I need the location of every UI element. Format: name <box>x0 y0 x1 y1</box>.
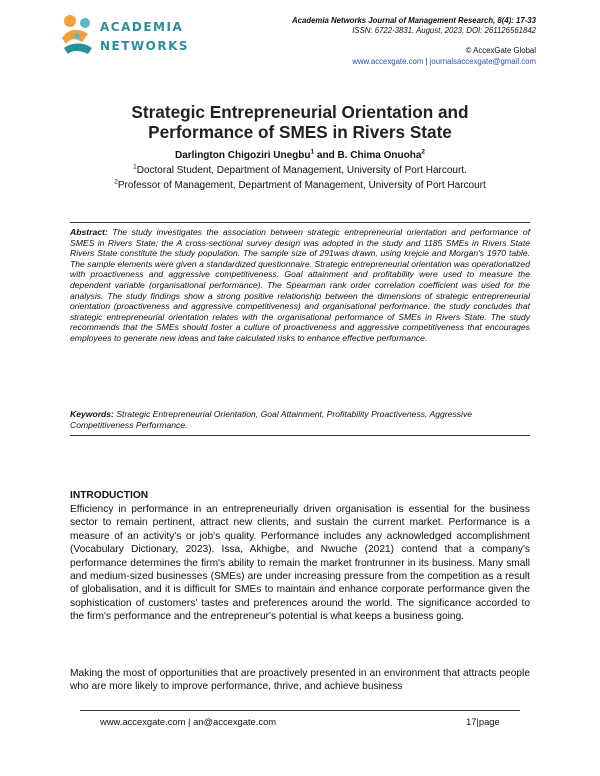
paper-title-line1: Strategic Entrepreneurial Orientation and <box>131 102 469 122</box>
logo-text-line1: ACADEMIA <box>100 20 184 34</box>
abstract-text: The study investigates the association between strategic entrepreneurial orientation and performance of SMES in Rivers State; the A cross-sectional survey design was adopted in the study and 1185 SMEs in Rivers State Rivers State constitute the study population. The sample size of 291was drawn, using krejcie and Morgan's 1970 table. The sample elements were given a standardized questionnaire. Strategic entrepreneurial orientation was operationalized with proactiveness and aggressive competitiveness. Goal attainment and profitability were used to measure the dependent variable (organisational performance). The Spearman rank order correlation coefficient was used for the analysis. The study findings show a strong positive relationship between the dimensions of strategic entrepreneurial orientation (proactiveness and aggressive competitiveness) and organisational performance. the study concludes that strategic entrepreneurial orientation relates with the organisational performance of SMEs in Rivers State. The study recommends that the SMEs should foster a culture of proactiveness and aggressive competitiveness that encourages employees to generate new ideas and take calculated risks to enhance effective performance. <box>70 227 530 343</box>
author-1-name: Darlington Chigoziri Unegbu <box>174 150 311 161</box>
abstract-bottom-rule <box>70 435 530 436</box>
introduction-paragraph-1: Efficiency in performance in an entrepreneurially driven organisation is essential for the business sector to remain pertinent, attract new clients, and sustain the current market. Performance is a measure of an activity's or job's quality. Performance includes any acknowledged accomplishment (Vocabulary Dictionary, 2023). Issa, Akhigbe, and Nwuche (2021) contend that a company's performance determines the firm's ability to remain the market frontrunner in its business. Many small and medium-sized businesses (SMEs) are under increasing pressure from the competition as a result of globalisation, and it is difficult for SMEs to maintain and enhance corporate performance given the sophistication of customers' tastes and preferences around the world. The significance accorded to the firm's performance and the entrepreneur's potential is what keeps a business going. <box>70 504 530 623</box>
author-2-sup: 2 <box>421 148 426 156</box>
footer-contact: www.accexgate.com | an@accexgate.com <box>100 716 277 727</box>
affiliation-1 <box>70 165 530 177</box>
author-2-name: B. Chima Onuoha <box>337 150 422 161</box>
author-1-sup: 1 <box>310 148 315 156</box>
affiliation-2-sup: 2 <box>114 178 118 186</box>
paper-title <box>70 102 530 142</box>
affiliation-2-text: Professor of Management, Department of Management, University of Port Harcourt <box>117 180 486 191</box>
journal-logo <box>58 12 188 62</box>
paper-title-line2: Performance of SMES in Rivers State <box>148 122 452 142</box>
website-link[interactable]: www.accexgate.com <box>352 57 424 66</box>
keywords-label: Keywords: <box>70 409 114 419</box>
footer-rule <box>80 710 520 711</box>
abstract-top-rule <box>70 222 530 223</box>
keywords <box>70 409 530 430</box>
affiliation-1-sup: 1 <box>133 163 137 171</box>
author-and: and <box>314 150 338 161</box>
contact-separator: | <box>425 57 428 66</box>
keywords-text: Strategic Entrepreneurial Orientation, Goal Attainment, Profitability Proactiveness, Aggressive Competitiveness Performance. <box>70 409 473 430</box>
journal-title: Academia Networks Journal of Management Research, 8(4): 17-33 <box>292 16 536 25</box>
logo-text-line2: NETWORKS <box>100 39 190 53</box>
affiliation-2 <box>70 180 530 192</box>
affiliation-1-text: Doctoral Student, Department of Management, University of Port Harcourt. <box>136 165 467 176</box>
page-number: 17|page <box>466 716 500 727</box>
abstract-label: Abstract: <box>70 227 108 237</box>
header-contact <box>352 57 536 67</box>
email-link[interactable]: journalsaccexgate@gmail.com <box>429 57 536 66</box>
introduction-heading: INTRODUCTION <box>70 490 149 501</box>
journal-info <box>292 16 536 36</box>
introduction-paragraph-2: Making the most of opportunities that are proactively presented in an environment that attracts people who are more likely to improve performance, thrive, and achieve business <box>70 668 530 693</box>
copyright-notice: © AccexGate Global <box>465 46 536 55</box>
journal-issn: ISSN: 6722-3831. August, 2023, DOI: 261126561842 <box>352 26 536 35</box>
abstract <box>70 227 530 344</box>
paper-authors <box>70 150 530 162</box>
logo-mark-icon <box>58 12 96 58</box>
